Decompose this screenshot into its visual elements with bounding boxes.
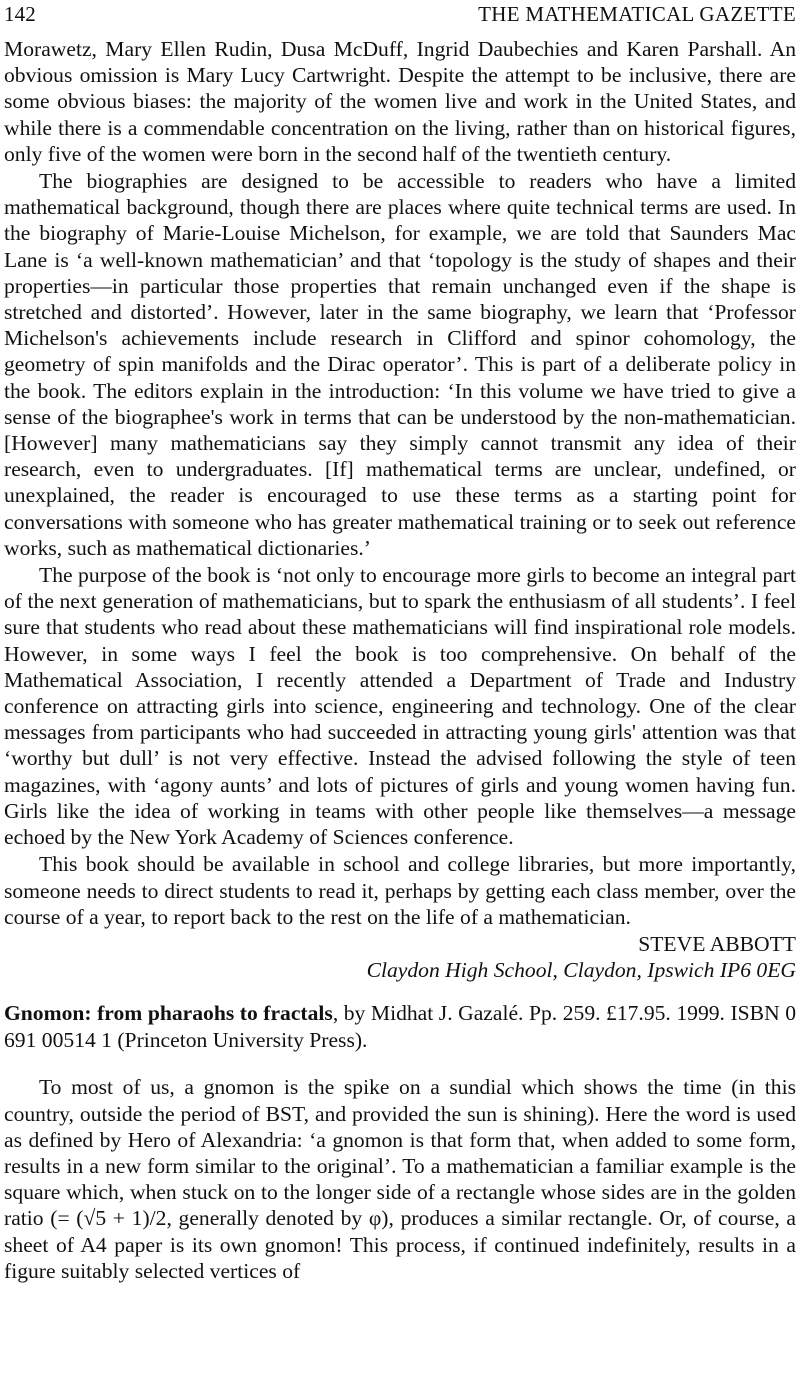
page-header: [4, 2, 796, 30]
journal-title: THE MATHEMATICAL GAZETTE: [478, 2, 796, 26]
book-title: Gnomon: from pharaohs to fractals: [4, 1001, 333, 1026]
review-paragraph: Morawetz, Mary Ellen Rudin, Dusa McDuff, Ingrid Daubechies and Karen Parshall. An obvious omission is Mary Lucy Cartwright. Despite the attempt to be inclusive, there are some obvious biases: the majority of the women live and work in the United States, and while there is a commendable concentration on the living, rather than on historical figures, only five of the women were born in the second half of the twentieth century.: [4, 37, 796, 166]
review-paragraph: To most of us, a gnomon is the spike on a sundial which shows the time (in this country, outside the period of BST, and provided the sun is shining). Here the word is used as defined by Hero of Alexandria: ‘a gnomon is that form that, when added to some form, results in a new form similar to the original’. To a mathematician a familiar example is the square which, when stuck on to the longer side of a rectangle whose sides are in the golden ratio (= (√5 + 1)/2, generally denoted by φ), produces a similar rectangle. Or, of course, a sheet of A4 paper is its own gnomon! This process, if continued indefinitely, results in a figure suitably selected vertices of: [4, 1075, 796, 1283]
reviewer-name: STEVE ABBOTT: [638, 931, 796, 956]
review-paragraph: This book should be available in school and college libraries, but more importantly, someone needs to direct students to read it, perhaps by getting each class member, over the course of a year, to report back to the rest on the life of a mathematician.: [4, 852, 796, 929]
book-details: , by Midhat J. Gazalé. Pp. 259. £17.95. 1999. ISBN 0 691 00514 1 (Princeton University Press).: [4, 1001, 796, 1052]
page-body: [4, 36, 796, 1284]
review-heading: [4, 1000, 796, 1052]
reviewer-affiliation: Claydon High School, Claydon, Ipswich IP6 0EG: [366, 958, 796, 983]
review-body: [4, 1074, 796, 1284]
book-review: [4, 1000, 796, 1284]
review-paragraph: The purpose of the book is ‘not only to encourage more girls to become an integral part of the next generation of mathematicians, but to spark the enthusiasm of all students’. I feel sure that students who read about these mathematicians will find inspirational role models. However, in some ways I feel the book is too comprehensive. On behalf of the Mathematical Association, I recently attended a Department of Trade and Industry conference on attracting girls into science, engineering and technology. One of the clear messages from participants who had succeeded in attracting young girls' attention was that ‘worthy but dull’ is not very effective. Instead the advised following the style of teen magazines, with ‘agony aunts’ and lots of pictures of girls and young women having fun. Girls like the idea of working in teams with other people like themselves—a message echoed by the New York Academy of Sciences conference.: [4, 563, 796, 850]
review-paragraph: The biographies are designed to be accessible to readers who have a limited mathematical background, though there are places where quite technical terms are used. In the biography of Marie-Louise Michelson, for example, we are told that Saunders Mac Lane is ‘a well-known mathematician’ and that ‘topology is the study of shapes and their properties—in particular those properties that remain unchanged even if the shape is stretched and distorted’. However, later in the same biography, we learn that ‘Professor Michelson's achievements include research in Clifford and spinor cohomology, the geometry of spin manifolds and the Dirac operator’. This is part of a deliberate policy in the book. The editors explain in the introduction: ‘In this volume we have tried to give a sense of the biographee's work in terms that can be understood by the non-mathematician. [However] many mathematicians say they simply cannot transmit any idea of their research, even to undergraduates. [If] mathematical terms are unclear, undefined, or unexplained, the reader is encouraged to use these terms as a starting point for conversations with someone who has greater mathematical training or to seek out reference works, such as mathematical dictionaries.’: [4, 169, 796, 560]
page-number: 142: [4, 2, 36, 26]
review-continuation: [4, 36, 796, 983]
